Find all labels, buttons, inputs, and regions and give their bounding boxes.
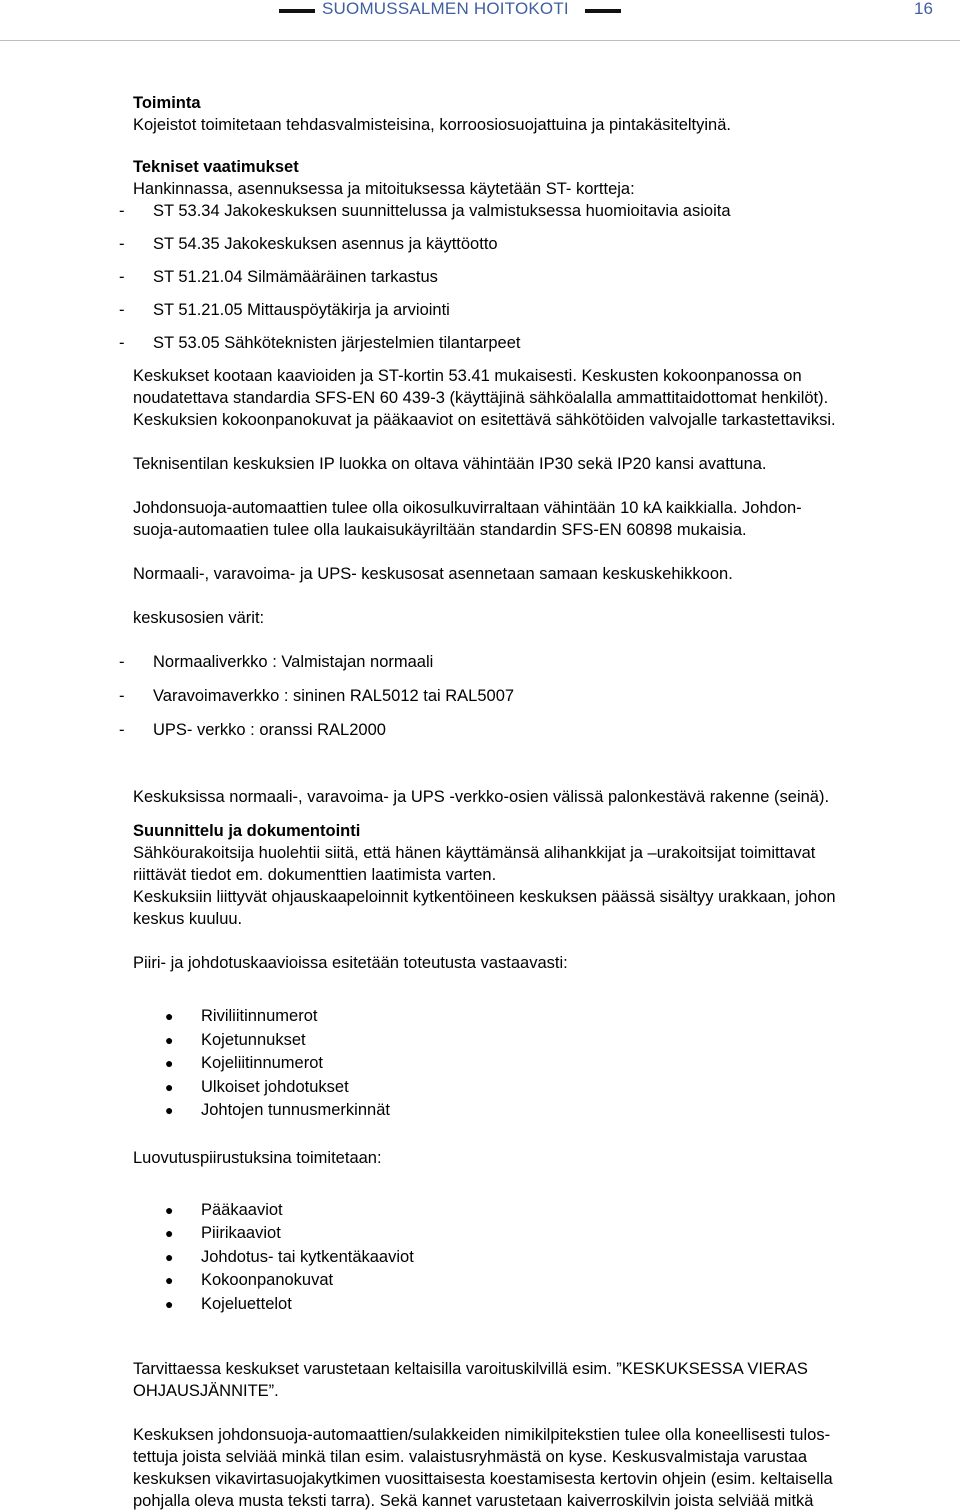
colors-title: keskusosien värit: — [133, 609, 265, 627]
header-right-bar — [585, 9, 621, 13]
st-card-item: - ST 51.21.05 Mittauspöytäkirja ja arviointi — [119, 301, 450, 319]
list-item: ● Riviliitinnumerot — [133, 1005, 953, 1029]
list-item: ● Johdotus- tai kytkentäkaaviot — [133, 1246, 953, 1270]
header-left-bar — [279, 9, 315, 13]
st-card-item: - ST 54.35 Jakokeskuksen asennus ja käyttöotto — [119, 235, 498, 253]
paragraph-line: keskuksen vikavirtasuojakytkimen vuosittaisesta koestamisesta kertovin ohjein (esim. keltaisella — [133, 1470, 833, 1488]
ups-paragraph: Normaali-, varavoima- ja UPS- keskusosat asennetaan samaan keskuskehikkoon. — [133, 565, 733, 583]
list-item: ● Piirikaaviot — [133, 1222, 953, 1246]
toiminta-text: Kojeistot toimitetaan tehdasvalmisteisina, korroosiosuojattuina ja pintakäsiteltyinä. — [133, 116, 731, 134]
color-item: - Normaaliverkko : Valmistajan normaali — [119, 653, 434, 671]
page-header — [0, 0, 960, 44]
paragraph-line: pohjalla oleva musta teksti tarra). Sekä kannet varustetaan kaiverroskilvin joista selviää mitkä — [133, 1492, 814, 1510]
list-item: ● Kojeliitinnumerot — [133, 1052, 953, 1076]
list-item: ● Kojeluettelot — [133, 1293, 953, 1317]
paragraph-line: Sähköurakoitsija huolehtii siitä, että hänen käyttämänsä alihankkijat ja –urakoitsijat toimittavat — [133, 844, 816, 862]
color-item: - Varavoimaverkko : sininen RAL5012 tai RAL5007 — [119, 687, 515, 705]
paragraph-line: Keskuksiin liittyvät ohjauskaapeloinnit kytkentöineen keskuksen päässä sisältyy urakkaan, johon — [133, 888, 836, 906]
header-title: SUOMUSSALMEN HOITOKOTI — [322, 0, 569, 18]
paragraph-line: keskus kuuluu. — [133, 910, 243, 928]
paragraph-line: Keskuksien kokoonpanokuvat ja pääkaaviot on esitettävä sähkötöiden valvojalle tarkastettaviksi. — [133, 411, 836, 429]
color-item: - UPS- verkko : oranssi RAL2000 — [119, 721, 386, 739]
heading-suunnittelu: Suunnittelu ja dokumentointi — [133, 822, 361, 840]
paragraph-line: Keskuksen johdonsuoja-automaattien/sulakkeiden nimikilpitekstien tulee olla koneellisesti tulos- — [133, 1426, 831, 1444]
list-item: ● Kokoonpanokuvat — [133, 1269, 953, 1293]
page-number: 16 — [914, 0, 933, 18]
paragraph-line: Johdonsuoja-automaattien tulee olla oikosulkuvirraltaan vähintään 10 kA kaikkialla. Johdon- — [133, 499, 802, 517]
luovutus-intro: Luovutuspiirustuksina toimitetaan: — [133, 1148, 382, 1167]
fire-wall-paragraph: Keskuksissa normaali-, varavoima- ja UPS -verkko-osien välissä palonkestävä rakenne (seinä). — [133, 788, 830, 806]
list-item: ● Johtojen tunnusmerkinnät — [133, 1099, 953, 1123]
piiri-list — [133, 1005, 953, 1123]
heading-toiminta: Toiminta — [133, 94, 201, 112]
paragraph-line: Keskukset kootaan kaavioiden ja ST-kortin 53.41 mukaisesti. Keskusten kokoonpanossa on — [133, 367, 802, 385]
st-card-item: - ST 51.21.04 Silmämääräinen tarkastus — [119, 268, 438, 286]
paragraph-line: riittävät tiedot em. dokumenttien laatimista varten. — [133, 866, 497, 884]
ip-class-paragraph: Teknisentilan keskuksien IP luokka on oltava vähintään IP30 sekä IP20 kansi avattuna. — [133, 455, 767, 473]
piiri-intro: Piiri- ja johdotuskaavioissa esitetään toteutusta vastaavasti: — [133, 954, 568, 972]
document-body — [119, 92, 953, 1512]
heading-tekniset: Tekniset vaatimukset — [133, 158, 299, 176]
paragraph-line: suoja-automaatien tulee olla laukaisukäyriltään standardin SFS-EN 60898 mukaisia. — [133, 521, 747, 539]
list-item: ● Ulkoiset johdotukset — [133, 1076, 953, 1100]
paragraph-line: noudatettava standardia SFS-EN 60 439-3 (käyttäjinä sähköalalla ammattitaidottomat henkilöt). — [133, 389, 829, 407]
st-card-item: - ST 53.05 Sähköteknisten järjestelmien tilantarpeet — [119, 334, 521, 352]
header-rule — [0, 40, 960, 41]
list-item: ● Pääkaaviot — [133, 1199, 953, 1223]
paragraph-line: Tarvittaessa keskukset varustetaan keltaisilla varoituskilvillä esim. ”KESKUKSESSA VIERAS — [133, 1360, 808, 1378]
st-card-item: - ST 53.34 Jakokeskuksen suunnittelussa ja valmistuksessa huomioitavia asioita — [119, 202, 731, 220]
list-item: ● Kojetunnukset — [133, 1029, 953, 1053]
paragraph-line: OHJAUSJÄNNITE”. — [133, 1382, 279, 1400]
luovutus-list — [133, 1199, 953, 1317]
paragraph-line: tettuja joista selviää minkä tilan esim. valaistusryhmästä on kyse. Keskusvalmistaja varustaa — [133, 1448, 808, 1466]
tekniset-intro: Hankinnassa, asennuksessa ja mitoituksessa käytetään ST- kortteja: — [133, 180, 635, 198]
